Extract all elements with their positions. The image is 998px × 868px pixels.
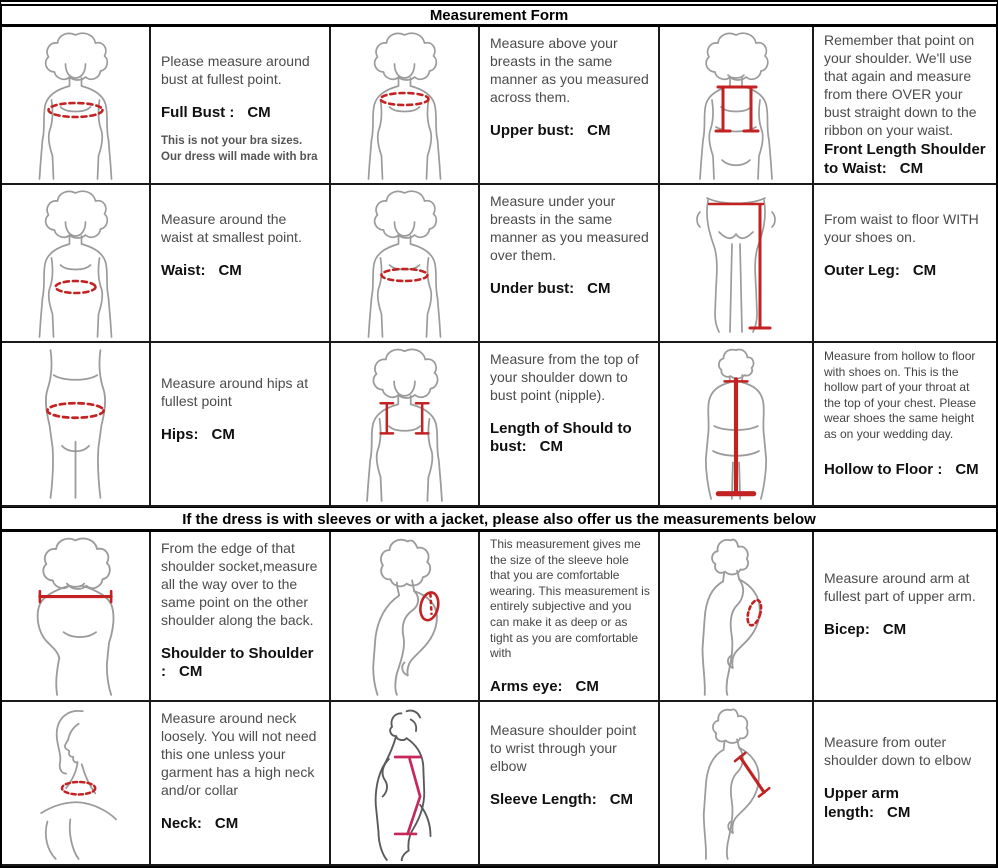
sleeve-length-label: Sleeve Length: CM (490, 790, 634, 808)
arms-eye-illustration (333, 535, 476, 697)
full-bust-instruction: Please measure around bust at fullest point. (161, 53, 310, 87)
hollow-to-floor-text-cell (814, 343, 996, 507)
under-bust-instruction: Measure under your breasts in the same manner as you measured over them. (490, 193, 649, 263)
hips-label: Hips: CM (161, 425, 235, 443)
bicep-text-cell (814, 532, 996, 702)
unit-cm: CM (587, 279, 611, 297)
sleeve-length-instruction: Measure shoulder point to wrist through your elbow (490, 722, 637, 774)
arms-eye-instruction: This measurement gives me the size of the sleeve hole that you are comfortable wearing. This measurement is entirely subjective and you can make it as deep or as tight as you are comfortable with (490, 537, 650, 661)
upper-arm-length-figure-cell (660, 702, 814, 866)
unit-cm: CM (912, 261, 937, 279)
full-bust-figure-cell (2, 27, 151, 185)
shoulder-to-bust-text-cell (480, 343, 660, 507)
under-bust-figure-cell (331, 185, 480, 343)
bicep-label: Bicep: CM (824, 620, 907, 638)
under-bust-illustration (333, 188, 476, 338)
waist-figure-cell (2, 185, 151, 343)
form-title: Measurement Form (2, 6, 996, 27)
unit-cm: CM (214, 814, 239, 832)
hollow-to-floor-figure-cell (660, 343, 814, 507)
unit-cm: CM (587, 121, 611, 139)
neck-figure-cell (2, 702, 151, 866)
unit-cm: CM (609, 790, 634, 808)
under-bust-label: Under bust: CM (490, 279, 611, 297)
upper-arm-length-label: Upper arm length: CM (824, 784, 911, 821)
unit-cm: CM (218, 261, 242, 279)
unit-cm: CM (882, 620, 907, 638)
hollow-to-floor-label: Hollow to Floor : CM (824, 460, 979, 478)
upper-bust-instruction: Measure above your breasts in the same manner as you measured across them. (490, 35, 649, 105)
shoulder-to-bust-label: Length of Should to bust: CM (490, 419, 632, 456)
shoulder-to-bust-illustration (333, 346, 476, 502)
unit-cm: CM (887, 803, 911, 821)
shoulder-to-shoulder-illustration (4, 535, 147, 697)
bra-note-line1: This is not your bra sizes. (161, 134, 303, 147)
upper-bust-illustration (333, 30, 476, 180)
neck-label: Neck: CM (161, 814, 239, 832)
hollow-to-floor-illustration (662, 346, 810, 502)
shoulder-to-shoulder-label: Shoulder to Shoulder : CM (161, 644, 314, 681)
neck-instruction: Measure around neck loosely. You will not need this one unless your garment has a high neck and/or collar (161, 710, 317, 798)
front-length-figure-cell (660, 27, 814, 185)
waist-illustration (4, 188, 147, 338)
neck-text-cell (151, 702, 331, 866)
full-bust-label: Full Bust : CM (161, 103, 271, 121)
hips-text-cell (151, 343, 331, 507)
unit-cm: CM (899, 160, 924, 178)
front-length-label: Front Length Shoulder to Waist: CM (824, 141, 986, 178)
shoulder-to-bust-figure-cell (331, 343, 480, 507)
full-bust-illustration (4, 30, 147, 180)
upper-bust-label: Upper bust: CM (490, 121, 611, 139)
sleeve-length-text-cell (480, 702, 660, 866)
shoulder-to-shoulder-figure-cell (2, 532, 151, 702)
outer-leg-instruction: From waist to floor WITH your shoes on. (824, 211, 979, 245)
bicep-illustration (662, 535, 810, 697)
full-bust-text-cell (151, 27, 331, 185)
sleeve-length-figure-cell (331, 702, 480, 866)
unit-cm: CM (955, 460, 979, 478)
sleeve-length-illustration (333, 705, 476, 861)
neck-illustration (4, 705, 147, 861)
bicep-instruction: Measure around arm at fullest part of upper arm. (824, 570, 976, 604)
upper-arm-length-illustration (662, 705, 810, 861)
upper-arm-length-text-cell (814, 702, 996, 866)
unit-cm: CM (247, 103, 271, 121)
hips-instruction: Measure around hips at fullest point (161, 375, 309, 409)
shoulder-to-bust-instruction: Measure from the top of your shoulder down to bust point (nipple). (490, 351, 639, 403)
outer-leg-text-cell (814, 185, 996, 343)
front-length-illustration (662, 30, 810, 180)
waist-text-cell (151, 185, 331, 343)
shoulder-to-shoulder-text-cell (151, 532, 331, 702)
arms-eye-text-cell (480, 532, 660, 702)
front-length-text-cell (814, 27, 996, 185)
waist-instruction: Measure around the waist at smallest point. (161, 211, 302, 245)
hips-illustration (4, 346, 147, 502)
upper-bust-text-cell (480, 27, 660, 185)
unit-cm: CM (575, 677, 599, 695)
under-bust-text-cell (480, 185, 660, 343)
waist-label: Waist: CM (161, 261, 242, 279)
hips-figure-cell (2, 343, 151, 507)
outer-leg-figure-cell (660, 185, 814, 343)
upper-arm-length-instruction: Measure from outer shoulder down to elbow (824, 734, 972, 768)
upper-bust-figure-cell (331, 27, 480, 185)
sleeves-section-header: If the dress is with sleeves or with a jacket, please also offer us the measurements below (2, 507, 996, 532)
shoulder-to-shoulder-instruction: From the edge of that shoulder socket,measure all the way over to the same point on the other shoulder along the back. (161, 540, 318, 628)
bicep-figure-cell (660, 532, 814, 702)
hollow-to-floor-instruction: Measure from hollow to floor with shoes on. This is the hollow part of your throat at the top of your chest. Please wear shoes the same height as on your wedding day. (824, 349, 977, 441)
outer-leg-label: Outer Leg: CM (824, 261, 937, 279)
arms-eye-label: Arms eye: CM (490, 677, 599, 695)
bra-note-line2: Our dress will made with bra (161, 150, 318, 163)
outer-leg-illustration (662, 188, 810, 338)
unit-cm: CM (211, 425, 235, 443)
front-length-instruction: Remember that point on your shoulder. We'll use that again and measure from there OVER your bust straight down to the ribbon on your waist. (824, 32, 977, 138)
arms-eye-figure-cell (331, 532, 480, 702)
unit-cm: CM (539, 438, 563, 456)
unit-cm: CM (179, 663, 203, 681)
